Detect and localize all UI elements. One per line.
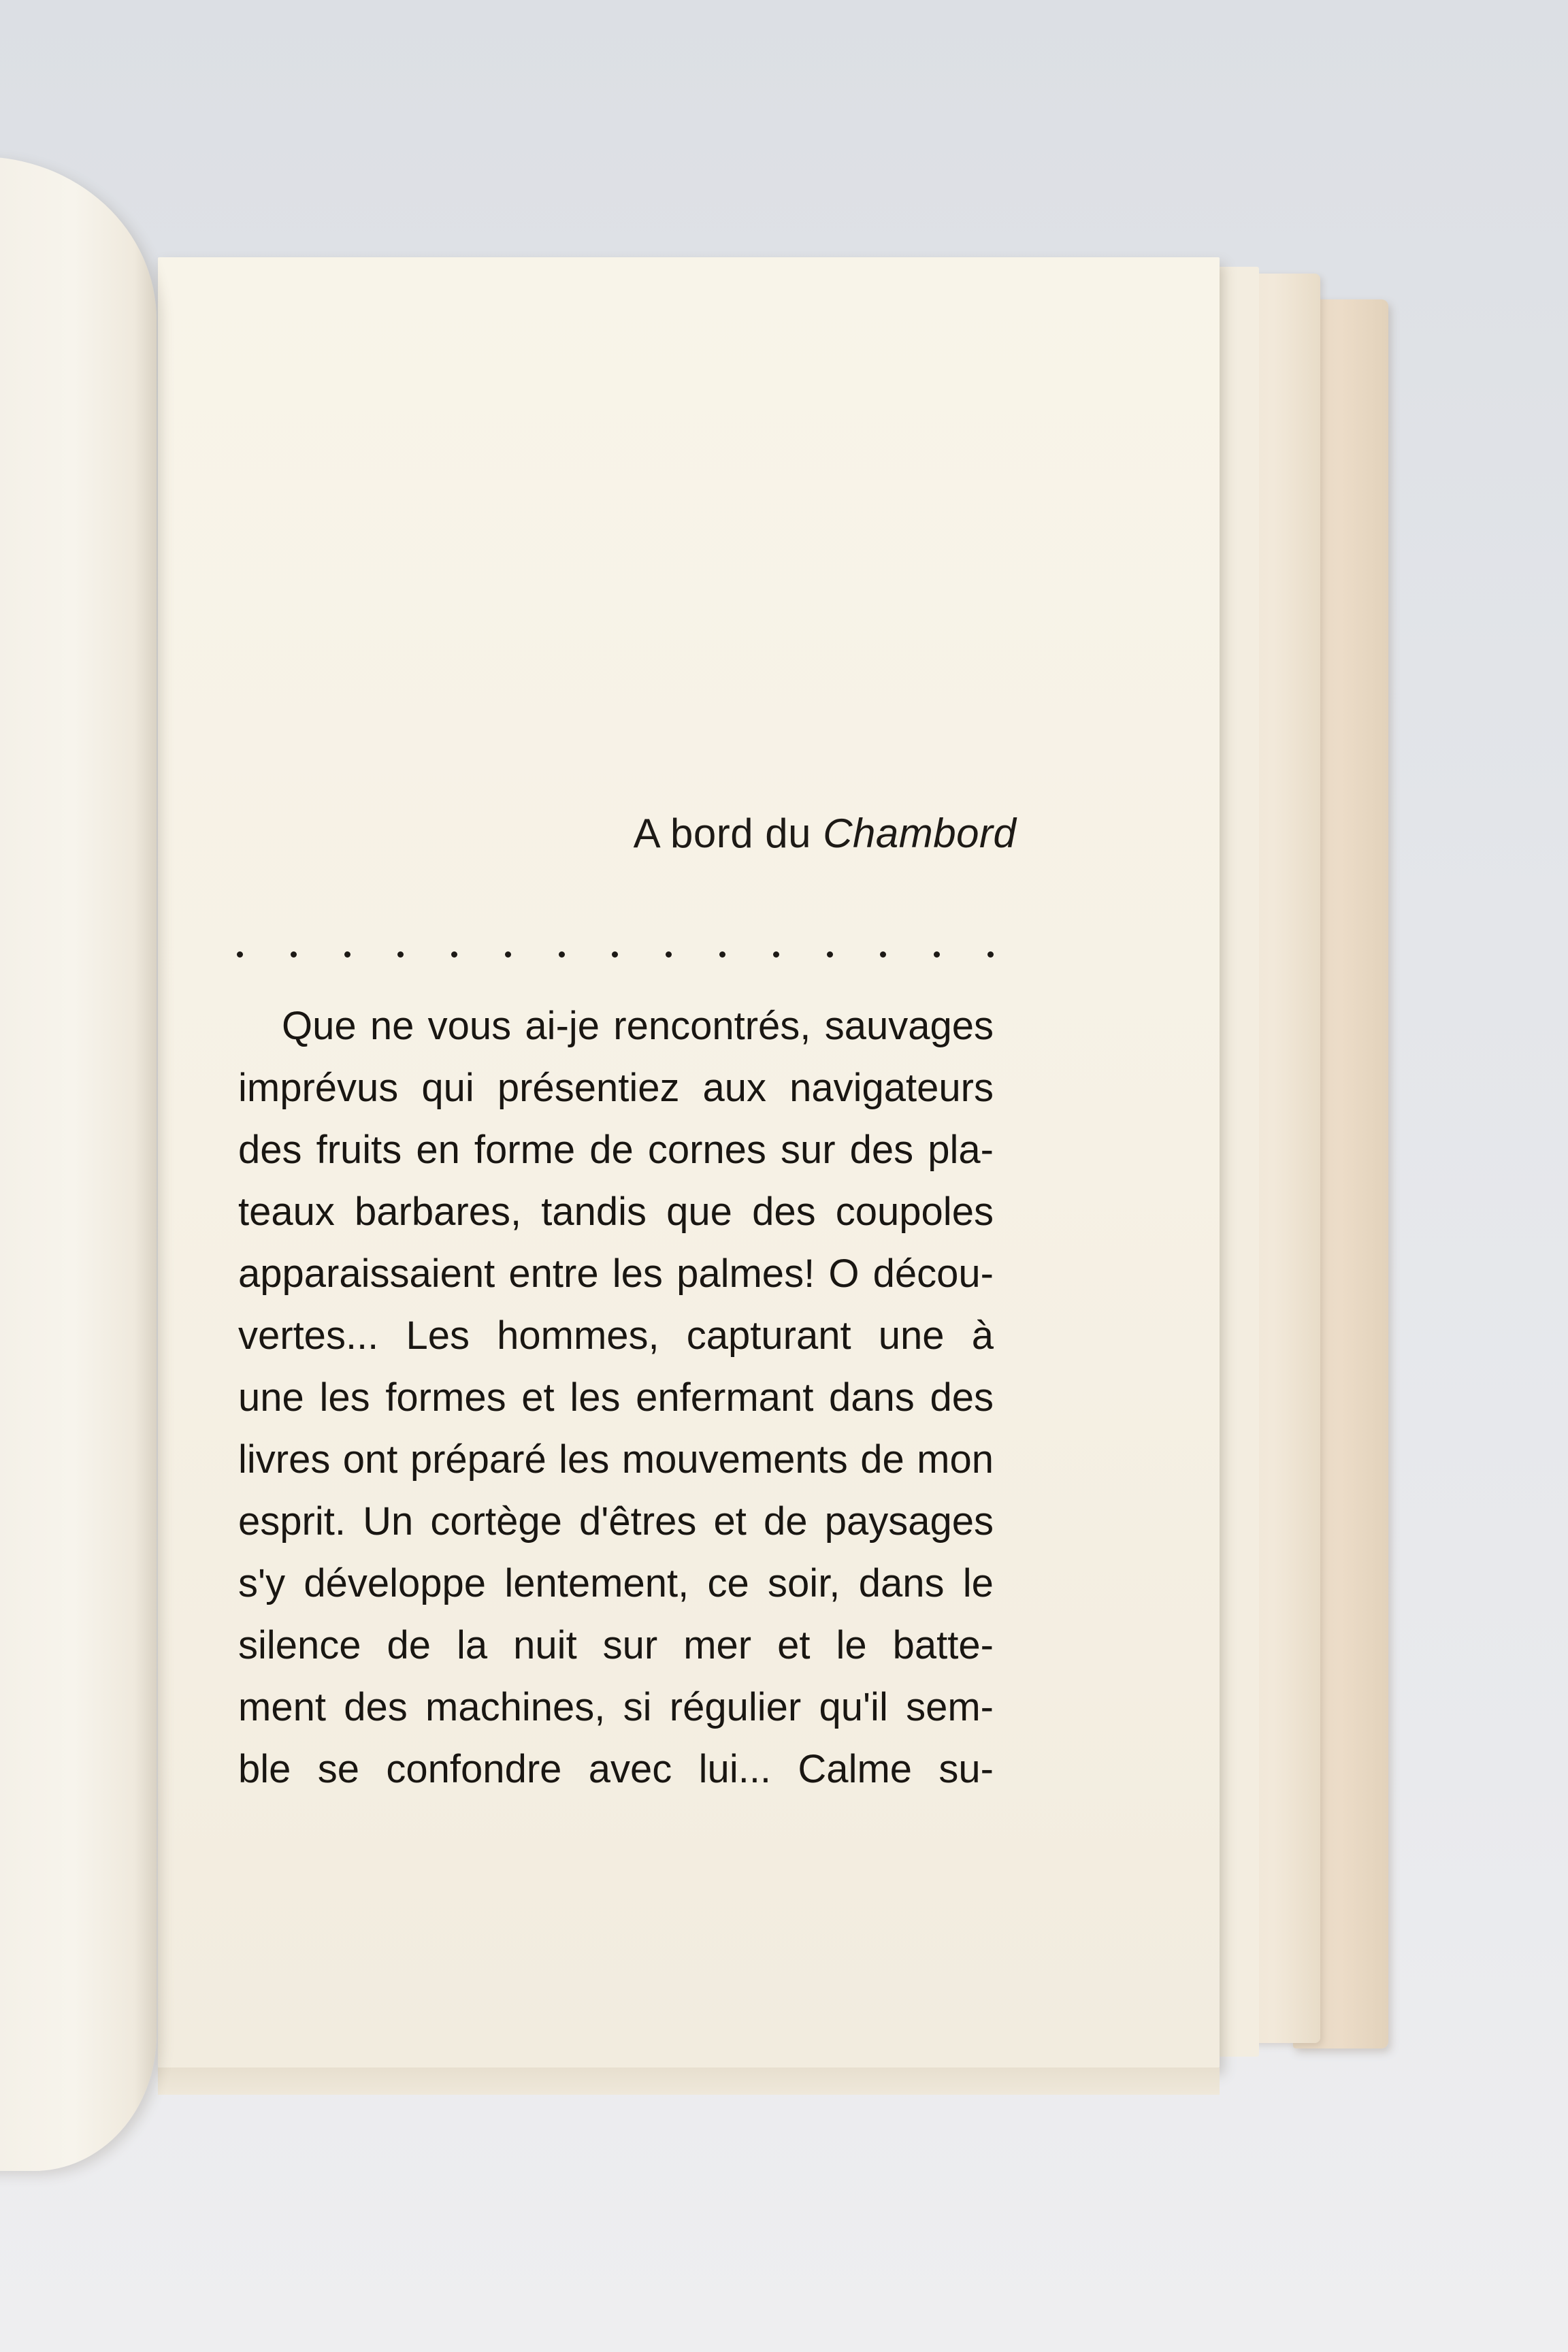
word: paysages <box>824 1499 994 1544</box>
text-line <box>238 1676 994 1738</box>
heading-ship-name: Chambord <box>823 811 1017 856</box>
word: ble <box>238 1747 291 1791</box>
word: les <box>559 1437 610 1482</box>
left-curved-page <box>0 157 157 2171</box>
ellipsis-dot <box>451 951 457 958</box>
word: le <box>962 1561 994 1605</box>
ellipsis-dot <box>880 951 886 958</box>
heading-prefix: A bord du <box>633 811 823 856</box>
word: mer <box>683 1623 752 1667</box>
word: sur <box>602 1623 658 1667</box>
word: entre <box>508 1252 599 1296</box>
text-line <box>238 1428 994 1490</box>
word: en <box>416 1128 460 1172</box>
word: lentement, <box>504 1561 689 1605</box>
ellipsis-dot <box>987 951 994 958</box>
ellipsis-dot <box>773 951 779 958</box>
word: rencontrés, <box>613 1004 811 1048</box>
word: hommes, <box>497 1313 659 1358</box>
word: des <box>752 1190 816 1234</box>
word: que <box>666 1190 732 1234</box>
ellipsis-dot <box>719 951 725 958</box>
word: capturant <box>686 1313 851 1358</box>
word: fruits <box>316 1128 402 1172</box>
word: avec <box>588 1747 672 1791</box>
text-line <box>238 1738 994 1800</box>
word: forme <box>474 1128 576 1172</box>
word: qui <box>421 1066 474 1110</box>
word: ont <box>342 1437 398 1482</box>
word: si <box>623 1685 652 1729</box>
text-line <box>238 1367 994 1428</box>
ellipsis-dot <box>934 951 940 958</box>
body-paragraph <box>238 995 994 1800</box>
word: pla- <box>928 1128 994 1172</box>
word: dans <box>858 1561 945 1605</box>
word: présentiez <box>497 1066 680 1110</box>
word: d'êtres <box>579 1499 697 1544</box>
text-line <box>238 1181 994 1243</box>
word: teaux <box>238 1190 335 1234</box>
ellipsis-dot <box>397 951 404 958</box>
ellipsis-dot <box>666 951 672 958</box>
word: des <box>344 1685 408 1729</box>
word: cornes <box>647 1128 766 1172</box>
word: le <box>836 1623 867 1667</box>
word: navigateurs <box>789 1066 994 1110</box>
word: sauvages <box>824 1004 994 1048</box>
word: ce <box>707 1561 749 1605</box>
word: de <box>387 1623 431 1667</box>
text-line <box>238 1057 994 1119</box>
word: palmes! <box>676 1252 815 1296</box>
ellipsis-dot <box>291 951 297 958</box>
text-line <box>238 1614 994 1676</box>
word: Un <box>363 1499 414 1544</box>
text-line <box>238 1119 994 1181</box>
word: nuit <box>513 1623 577 1667</box>
word: se <box>317 1747 360 1791</box>
word: s'y <box>238 1561 286 1605</box>
word: barbares, <box>355 1190 522 1234</box>
text-line <box>238 1243 994 1305</box>
ellipsis-dot <box>612 951 618 958</box>
word: des <box>849 1128 914 1172</box>
word: sem- <box>906 1685 994 1729</box>
word: de <box>764 1499 808 1544</box>
ellipsis-dot <box>827 951 833 958</box>
word: de <box>589 1128 634 1172</box>
word: O <box>828 1252 860 1296</box>
text-line <box>238 1552 994 1614</box>
word: silence <box>238 1623 361 1667</box>
dotted-ellipsis-line <box>237 951 994 958</box>
word: enfermant <box>636 1375 814 1420</box>
word: à <box>971 1313 994 1358</box>
word: ment <box>238 1685 326 1729</box>
word: dans <box>829 1375 915 1420</box>
word: confondre <box>386 1747 562 1791</box>
word: régulier <box>669 1685 802 1729</box>
word: su- <box>938 1747 994 1791</box>
word: soir, <box>768 1561 840 1605</box>
text-line <box>238 1305 994 1367</box>
word: tandis <box>541 1190 647 1234</box>
word: et <box>713 1499 747 1544</box>
word: de <box>860 1437 904 1482</box>
word: une <box>878 1313 945 1358</box>
word: mouvements <box>621 1437 848 1482</box>
word: et <box>521 1375 555 1420</box>
word: cortège <box>430 1499 562 1544</box>
word: les <box>319 1375 370 1420</box>
word: les <box>612 1252 663 1296</box>
word: décou- <box>872 1252 994 1296</box>
word: batte- <box>892 1623 994 1667</box>
ellipsis-dot <box>237 951 243 958</box>
word: livres <box>238 1437 331 1482</box>
word: une <box>238 1375 304 1420</box>
word: qu'il <box>819 1685 888 1729</box>
word: sur <box>780 1128 836 1172</box>
word: Les <box>406 1313 470 1358</box>
word: formes <box>385 1375 506 1420</box>
word: lui... <box>698 1747 772 1791</box>
word: préparé <box>410 1437 546 1482</box>
ellipsis-dot <box>559 951 565 958</box>
word: apparaissaient <box>238 1252 495 1296</box>
word: coupoles <box>835 1190 994 1234</box>
word: machines, <box>425 1685 606 1729</box>
ellipsis-dot <box>344 951 350 958</box>
word: ne <box>370 1004 414 1048</box>
word: la <box>457 1623 488 1667</box>
word: développe <box>304 1561 487 1605</box>
word: des <box>238 1128 302 1172</box>
word: les <box>570 1375 621 1420</box>
section-heading <box>0 810 1568 857</box>
word: mon <box>917 1437 994 1482</box>
word: ai-je <box>525 1004 600 1048</box>
word: vous <box>427 1004 512 1048</box>
ellipsis-dot <box>505 951 511 958</box>
text-line <box>238 1490 994 1552</box>
text-line <box>238 995 994 1057</box>
word: Calme <box>798 1747 913 1791</box>
word: imprévus <box>238 1066 399 1110</box>
word: aux <box>702 1066 767 1110</box>
word: et <box>777 1623 811 1667</box>
word: esprit. <box>238 1499 346 1544</box>
word: des <box>930 1375 994 1420</box>
word: vertes... <box>238 1313 379 1358</box>
word: Que <box>282 1004 357 1048</box>
